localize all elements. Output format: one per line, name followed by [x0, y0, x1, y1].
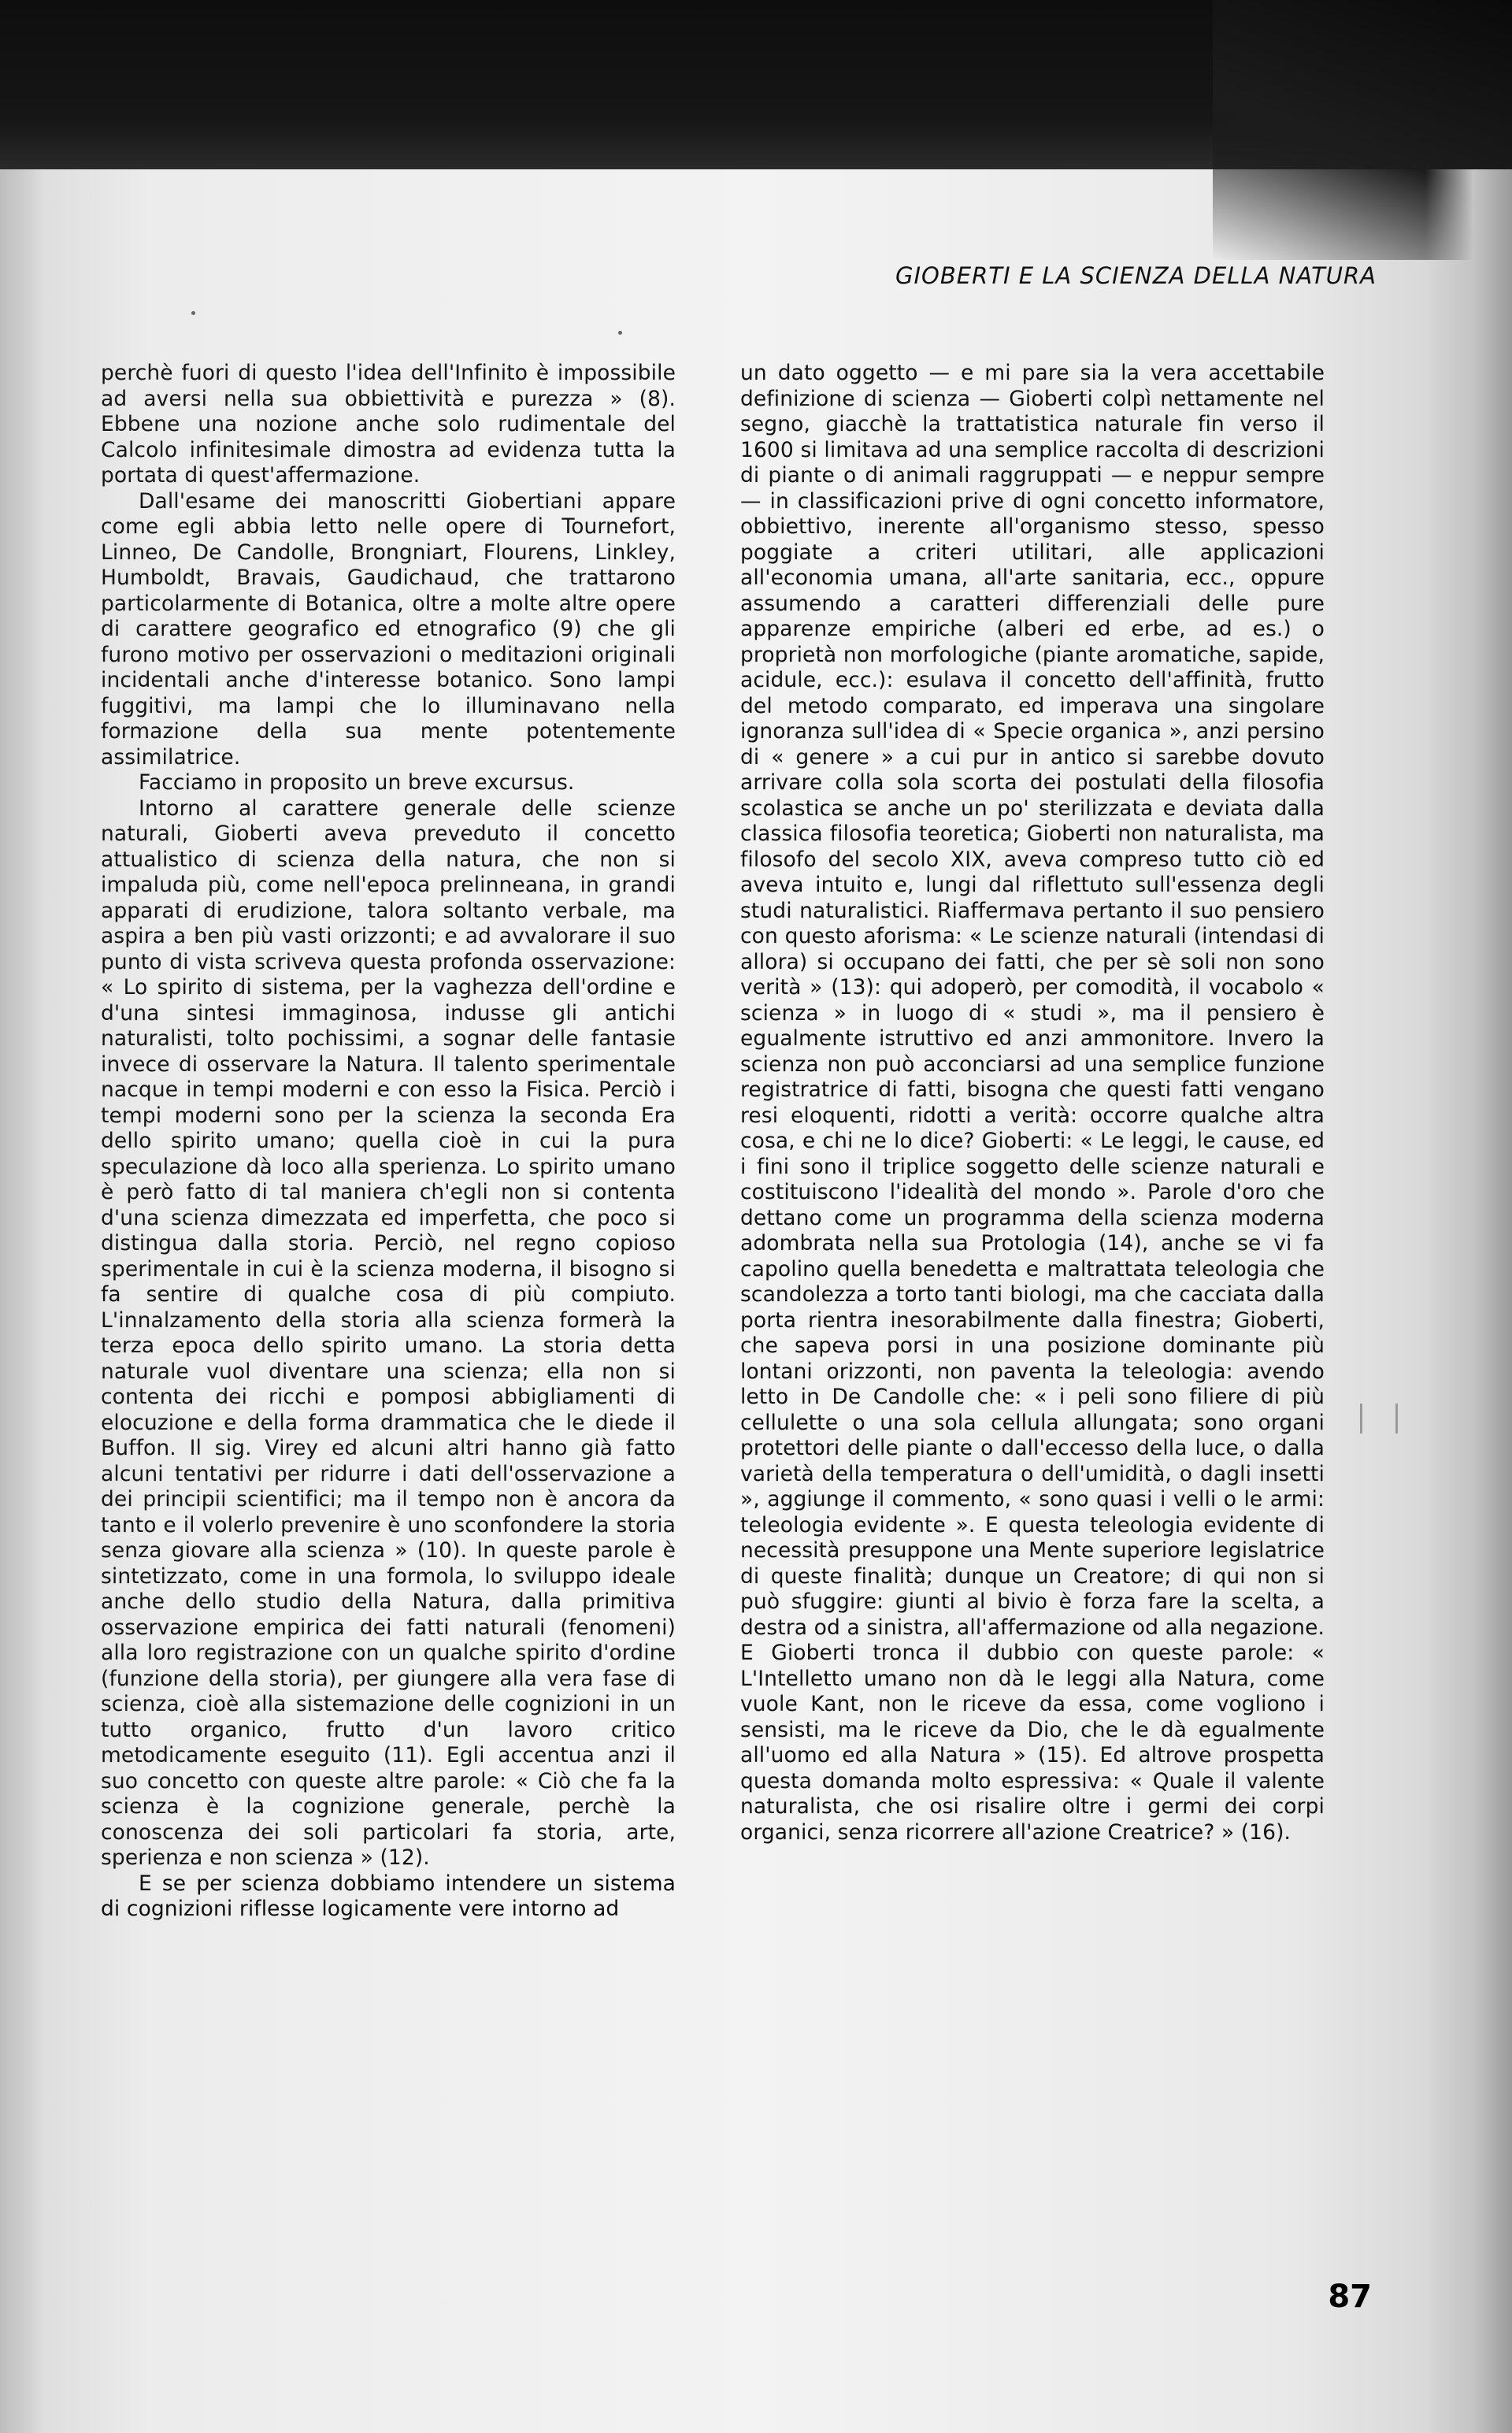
page-number: 87: [1328, 2279, 1372, 2315]
right-text-column: [740, 361, 1325, 1845]
scratch-mark: [1395, 1404, 1398, 1433]
dust-speck: [618, 331, 622, 335]
right-page-shadow: [1425, 169, 1512, 2433]
left-text-column: [101, 361, 676, 1923]
paragraph: perchè fuori di questo l'idea dell'Infinito è impossibile ad aversi nella sua obbiettività e purezza » (8). Ebbene una nozione anche solo rudimentale del Calcolo infinitesimale dimostra ad evidenza tutta la portata di quest'affermazione.: [101, 361, 676, 488]
dark-top-margin: [0, 0, 1512, 169]
dust-speck: [191, 311, 195, 315]
scratch-mark: [1360, 1404, 1362, 1433]
paragraph: E se per scienza dobbiamo intendere un sistema di cognizioni riflesse logicamente vere intorno ad: [101, 1871, 676, 1921]
paragraph: Facciamo in proposito un breve excursus.: [139, 770, 575, 795]
paragraph: Intorno al carattere generale delle scienze naturali, Gioberti aveva preveduto il concetto attualistico di scienza della natura, che non si impaluda più, come nell'epoca prelinneana, in grandi apparati di erudizione, talora soltanto verbale, ma aspira a ben più vasti orizzonti; e ad avvalorare il suo punto di vista scriveva questa profonda osservazione: « Lo spirito di sistema, per la vaghezza dell'ordine e d'una sintesi immaginosa, indusse gli antichi naturalisti, tolto pochissimi, a sognar delle fantasie invece di osservare la Natura. Il talento sperimentale nacque in tempi moderni e con esso la Fisica. Perciò i tempi moderni sono per la scienza la seconda Era dello spirito umano; quella cioè in cui la pura speculazione dà loco alla sperienza. Lo spirito umano è però fatto di tal maniera ch'egli non si contenta d'una scienza dimezzata ed imperfetta, che poco si distingua dalla storia. Perciò, nel regno copioso sperimentale in cui è la scienza moderna, il bisogno si fa sentire di qualche cosa di più compiuto. L'innalzamento della storia alla scienza formerà la terza epoca dello spirito umano. La storia detta naturale vuol diventare una scienza; ella non si contenta dei ricchi e pomposi abbigliamenti di elocuzione e della forma drammatica che le diede il Buffon. Il sig. Virey ed alcuni altri hanno già fatto alcuni tentativi per ridurre i dati dell'osservazione a dei principii scientifici; ma il tempo non è ancora da tanto e il volerlo prevenire è uno sconfondere la storia senza giovare alla scienza » (10). In queste parole è sintetizzato, come in una formola, lo sviluppo ideale anche dello studio della Natura, dalla primitiva osservazione empirica dei fatti naturali (fenomeni) alla loro registrazione con un qualche spirito d'ordine (funzione della storia), per giungere alla vera fase di scienza, cioè alla sistemazione delle cognizioni in un tutto organico, frutto d'un lavoro critico metodicamente eseguito (11). Egli accentua anzi il suo concetto con queste altre parole: « Ciò che fa la scienza è la cognizione generale, perchè la conoscenza dei soli particolari fa storia, arte, sperienza e non scienza » (12).: [101, 796, 676, 1870]
paragraph: Dall'esame dei manoscritti Giobertiani appare come egli abbia letto nelle opere di Tournefort, Linneo, De Candolle, Brongniart, Flourens, Linkley, Humboldt, Bravais, Gaudichaud, che trattarono particolarmente di Botanica, oltre a molte altre opere di carattere geografico ed etnografico (9) che gli furono motivo per osservazioni o meditazioni originali incidentali anche d'interesse botanico. Sono lampi fuggitivi, ma lampi che lo illuminavano nella formazione della sua mente potentemente assimilatrice.: [101, 488, 676, 770]
paragraph: un dato oggetto — e mi pare sia la vera accettabile definizione di scienza — Gioberti colpì nettamente nel segno, giacchè la trattatistica naturale fin verso il 1600 si limitava ad una semplice raccolta di descrizioni di piante o di animali raggruppati — e neppur sempre — in classificazioni prive di ogni concetto informatore, obbiettivo, inerente all'organismo stesso, spesso poggiate a criteri utilitari, alle applicazioni all'economia umana, all'arte sanitaria, ecc., oppure assumendo a caratteri differenziali delle pure apparenze empiriche (alberi ed erbe, ad es.) o proprietà non morfologiche (piante aromatiche, sapide, acidule, ecc.): esulava il concetto dell'affinità, frutto del metodo comparato, ed imperava una singolare ignoranza sull'idea di « Specie organica », anzi persino di « genere » a cui pur in antico si sarebbe dovuto arrivare colla sola scorta dei postulati della filosofia scolastica se anche un po' sterilizzata e deviata dalla classica filosofia teoretica; Gioberti non naturalista, ma filosofo del secolo XIX, aveva compreso tutto ciò ed aveva intuito e, lungi dal riflettuto sull'essenza degli studi naturalistici. Riaffermava pertanto il suo pensiero con questo aforisma: « Le scienze naturali (intendasi di allora) si occupano dei fatti, che per sè soli non sono verità » (13): qui adoperò, per comodità, il vocabolo « scienza » in luogo di « studi », ma il pensiero è egualmente istruttivo ed anzi ammonitore. Invero la scienza non può acconciarsi ad una semplice funzione registratrice di fatti, bisogna che questi fatti vengano resi eloquenti, ridotti a verità: occorre qualche altra cosa, e chi ne lo dice? Gioberti: « Le leggi, le cause, ed i fini sono il triplice soggetto delle scienze naturali e costituiscono l'idealità del mondo ». Parole d'oro che dettano come un programma della scienza moderna adombrata nella sua Protologia (14), anche se vi fa capolino quella benedetta e maltrattata teleologia che scandolezza a torto tanti biologi, ma che cacciata dalla porta rientra inesorabilmente dalla finestra; Gioberti, che sapeva porsi in una posizione dominante più lontani orizzonti, non paventa la teleologia: avendo letto in De Candolle che: « i peli sono filiere di più cellulette o una sola cellula allungata; sono organi protettori delle piante o dall'eccesso della luce, o dalla varietà della temperatura o dell'umidità, o dagli insetti », aggiunge il commento, « sono quasi i velli o le armi: teleologia evidente ». E questa teleologia evidente di necessità presuppone una Mente superiore legislatrice di queste finalità; dunque un Creatore; di qui non si può sfuggire: giunti al bivio è forza fare la scelta, a destra od a sinistra, all'affermazione od alla negazione. E Gioberti tronca il dubbio con queste parole: « L'Intelletto umano non dà le leggi alla Natura, come vuole Kant, non le riceve da essa, come vogliono i sensisti, ma le riceve da Dio, che le dà egualmente all'uomo ed alla Natura » (15). Ed altrove prospetta questa domanda molto espressiva: « Quale il valente naturalista, che osi risalire oltre i germi dei corpi organici, senza ricorrere all'azione Creatrice? » (16).: [740, 361, 1325, 1845]
left-page-shadow: [0, 169, 43, 2433]
running-head: GIOBERTI E LA SCIENZA DELLA NATURA: [895, 262, 1377, 289]
